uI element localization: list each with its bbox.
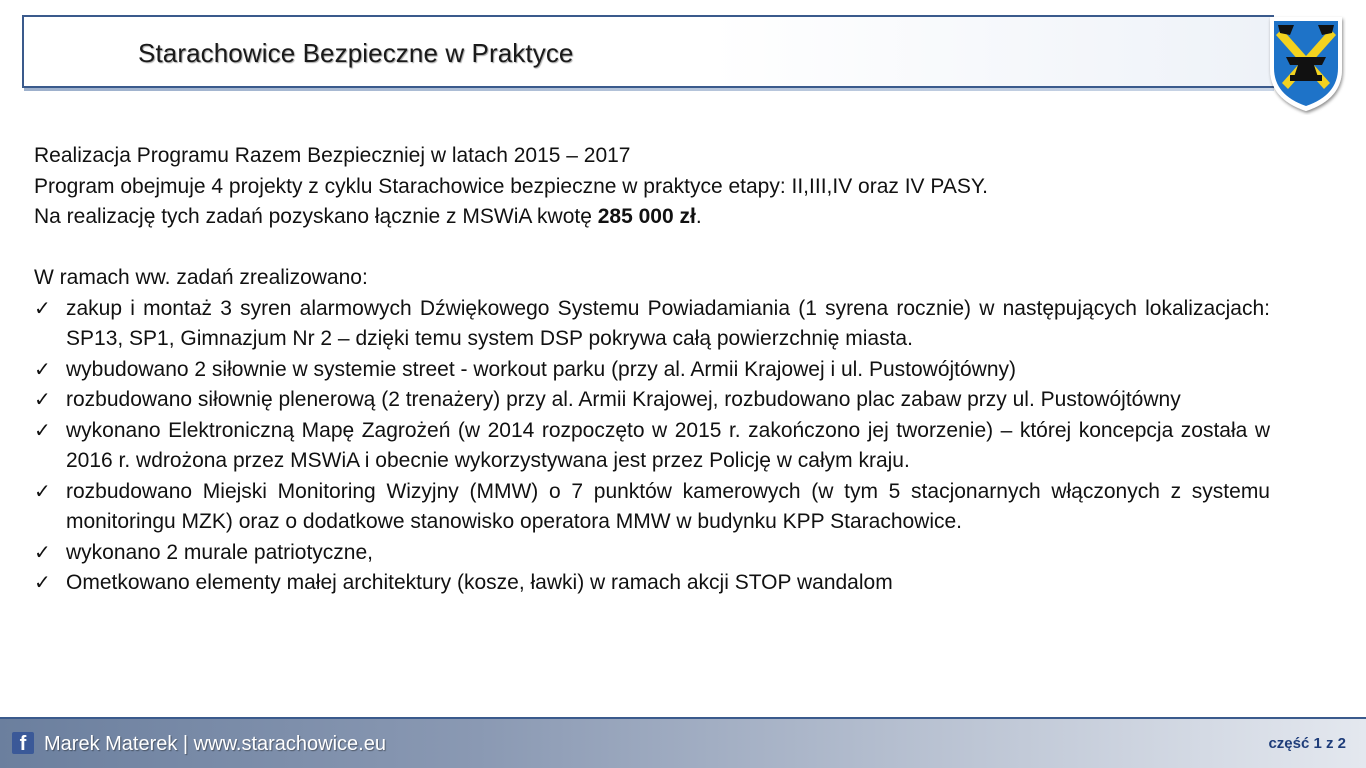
- checkmark-icon: ✓: [34, 389, 51, 411]
- title-banner: [22, 15, 1274, 88]
- checkmark-icon: ✓: [34, 358, 51, 381]
- list-item-text: wykonano 2 murale patriotyczne,: [66, 540, 373, 564]
- list-heading: W ramach ww. zadań zrealizowano:: [34, 266, 368, 289]
- list-item: [34, 416, 1270, 477]
- list-item: [34, 385, 1270, 416]
- main-content: [34, 141, 1270, 599]
- list-item: [34, 568, 1270, 599]
- title-banner-edge: [24, 88, 1274, 91]
- list-item: [34, 538, 1270, 569]
- list-item-text: zakup i montaż 3 syren alarmowych Dźwiękowego Systemu Powiadamiania (1 syrena rocznie) w następujących lokalizacjach: SP13, SP1, Gimnazjum Nr 2 – dzięki temu system DSP pokrywa całą powierzchnię miasta.: [66, 296, 1270, 350]
- intro-line-3-end: .: [695, 205, 702, 228]
- facebook-icon[interactable]: f: [12, 732, 34, 754]
- intro-line-1: Realizacja Programu Razem Bezpieczniej w latach 2015 – 2017: [34, 144, 631, 167]
- list-item-text: wybudowano 2 siłownie w systemie street - workout parku (przy al. Armii Krajowej i ul. Pustowójtówny): [66, 357, 1017, 381]
- intro-line-2: Program obejmuje 4 projekty z cyklu Starachowice bezpieczne w praktyce etapy: II,III,IV oraz IV PASY.: [34, 174, 988, 198]
- page-title: Starachowice Bezpieczne w Praktyce: [138, 38, 574, 68]
- checkmark-icon: ✓: [34, 480, 51, 503]
- list-item-text: rozbudowano siłownię plenerową (2 trenażery) przy al. Armii Krajowej, rozbudowano plac zabaw przy ul. Pustowójtówny: [66, 388, 1181, 411]
- list-item: [34, 294, 1270, 355]
- list-item: [34, 477, 1270, 538]
- checkmark-icon: ✓: [34, 541, 51, 564]
- checkmark-icon: ✓: [34, 572, 51, 594]
- checkmark-icon: ✓: [34, 297, 51, 320]
- list-item-text: rozbudowano Miejski Monitoring Wizyjny (MMW) o 7 punktów kamerowych (w tym 5 stacjonarnych włączonych z systemu monitoringu MZK) oraz o dodatkowe stanowisko operatora MMW w budynku KPP Starachowice.: [66, 479, 1270, 533]
- intro-line-3-text: Na realizację tych zadań pozyskano łącznie z MSWiA kwotę: [34, 205, 598, 228]
- funding-amount: 285 000 zł: [597, 205, 696, 228]
- footer-author-link[interactable]: Marek Materek | www.starachowice.eu: [44, 733, 386, 755]
- city-coat-of-arms-icon: [1266, 11, 1346, 115]
- spacer: [34, 233, 1270, 264]
- list-item-text: wykonano Elektroniczną Mapę Zagrożeń (w 2014 rozpoczęto w 2015 r. zakończono jej tworzenie) – której koncepcja została w 2016 r. wdrożona przez MSWiA i obecnie wykorzystywana jest przez Policję w całym kraju.: [66, 418, 1270, 472]
- list-item: [34, 355, 1270, 386]
- page-indicator: część 1 z 2: [1268, 735, 1346, 752]
- footer-bar: [0, 717, 1366, 768]
- achievements-list: [34, 294, 1270, 599]
- intro-line-3: [34, 202, 1270, 233]
- checkmark-icon: ✓: [34, 419, 51, 442]
- list-item-text: Ometkowano elementy małej architektury (kosze, ławki) w ramach akcji STOP wandalom: [66, 571, 893, 594]
